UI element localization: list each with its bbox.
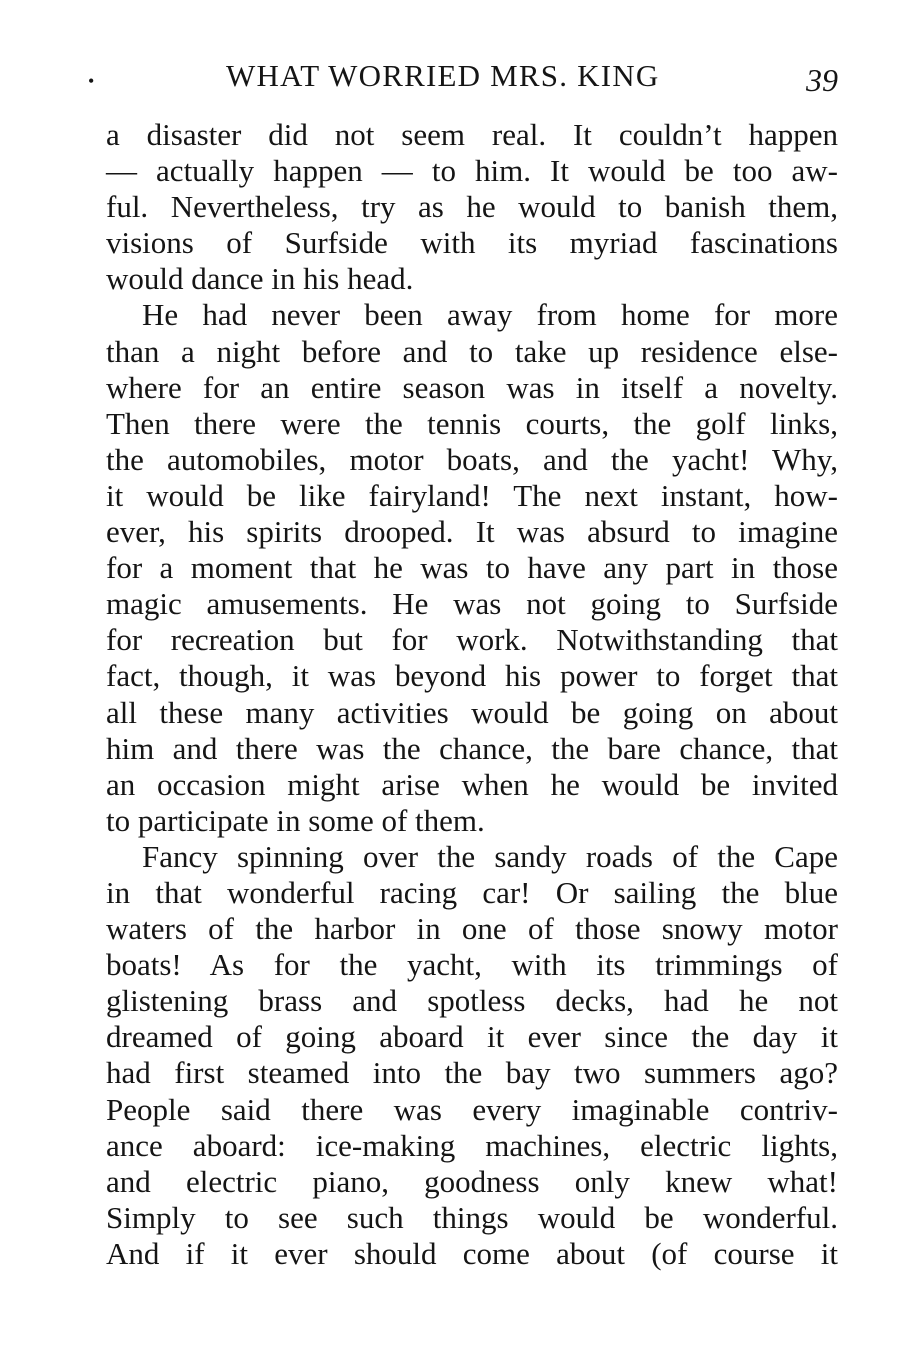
text-line: him and there was the chance, the bare chance, that [106,730,838,766]
text-line: would dance in his head. [106,261,414,297]
chapter-title: WHAT WORRIED MRS. KING [226,58,660,93]
text-line: — actually happen — to him. It would be too aw- [106,153,838,189]
text-line: glistening brass and spotless decks, had he not [106,983,838,1019]
text-line: for a moment that he was to have any part in those [106,550,838,586]
body-text [106,117,838,1272]
text-line: Then there were the tennis courts, the golf links, [106,405,838,441]
text-line: and electric piano, goodness only knew what! [106,1163,838,1199]
text-line: to participate in some of them. [106,802,485,838]
text-line: Fancy spinning over the sandy roads of the Cape [142,838,838,874]
text-line: than a night before and to take up residence else- [106,333,838,369]
text-line: a disaster did not seem real. It couldn’t happen [106,117,838,152]
text-line: waters of the harbor in one of those snowy motor [106,911,838,947]
running-head [88,58,840,98]
text-line: And if it ever should come about (of course it [106,1235,838,1271]
text-line: ance aboard: ice-making machines, electric lights, [106,1127,838,1163]
text-line: had first steamed into the bay two summers ago? [106,1055,838,1091]
text-line: for recreation but for work. Notwithstanding that [106,622,838,658]
text-line: People said there was every imaginable contriv- [106,1091,838,1127]
text-line: in that wonderful racing car! Or sailing the blue [106,874,838,910]
text-line: Simply to see such things would be wonderful. [106,1199,838,1235]
text-line: boats! As for the yacht, with its trimmings of [106,947,838,983]
page-number: 39 [806,62,838,98]
text-line: ful. Nevertheless, try as he would to banish them, [106,189,838,225]
text-line: fact, though, it was beyond his power to forget that [106,658,838,694]
printer-mark: • [88,71,95,91]
text-line: magic amusements. He was not going to Surfside [106,586,838,622]
text-line: where for an entire season was in itself a novelty. [106,369,838,405]
text-line: all these many activities would be going on about [106,694,838,730]
text-line: dreamed of going aboard it ever since the day it [106,1019,838,1055]
text-line: ever, his spirits drooped. It was absurd to imagine [106,514,838,550]
text-line: it would be like fairyland! The next instant, how- [106,477,838,513]
text-line: visions of Surfside with its myriad fascinations [106,225,838,261]
text-line: He had never been away from home for more [142,297,838,333]
text-line: an occasion might arise when he would be invited [106,766,838,802]
text-line: the automobiles, motor boats, and the yacht! Why, [106,441,838,477]
